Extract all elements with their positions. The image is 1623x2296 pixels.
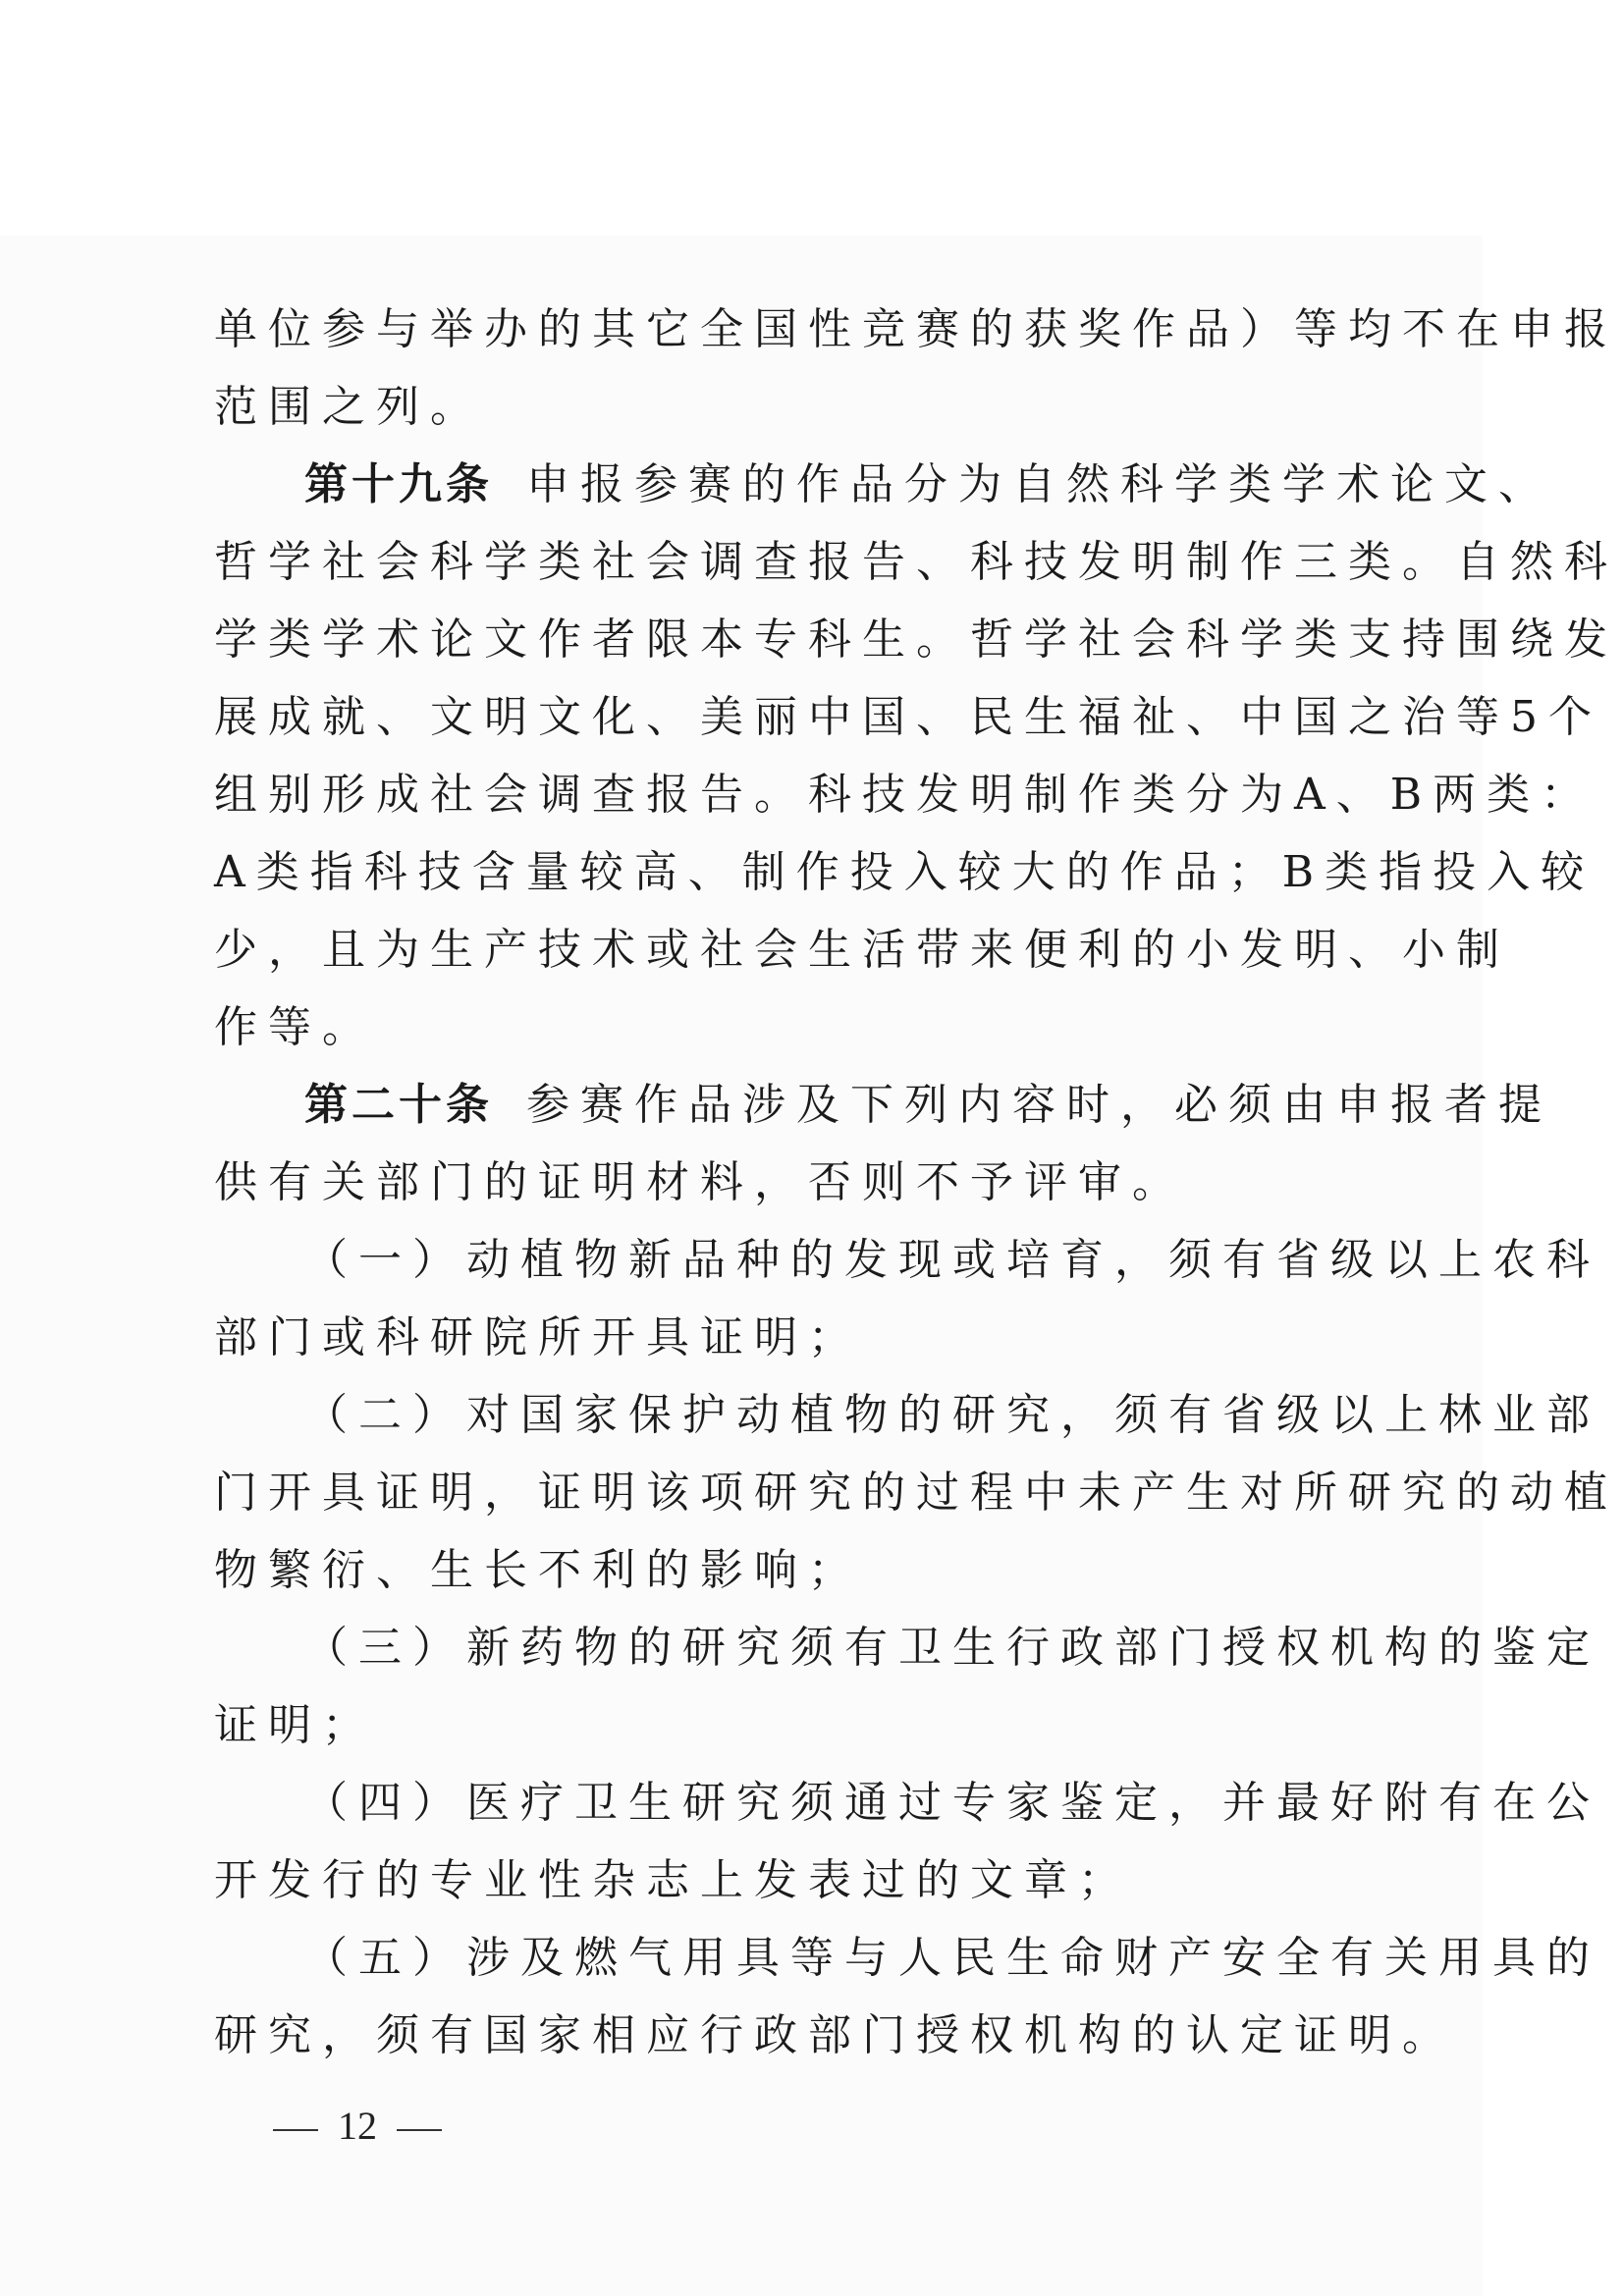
text-line: A类指科技含量较高、制作投入较大的作品；B类指投入较 [214, 847, 1596, 897]
text-line: 物繁衍、生长不利的影响； [214, 1545, 862, 1595]
page-number: 12 [338, 2104, 377, 2148]
body-text [214, 291, 1618, 2074]
text-line: 范围之列。 [214, 382, 484, 432]
footer-dash-left [273, 2129, 318, 2131]
text-line: 组别形成社会调查报告。科技发明制作类分为A、B两类： [214, 770, 1596, 820]
text-line: 门开具证明，证明该项研究的过程中未产生对所研究的动植 [214, 1468, 1618, 1518]
article-heading-20: 第二十条 [304, 1080, 493, 1130]
text-line: 哲学社会科学类社会调查报告、科技发明制作三类。自然科 [214, 537, 1618, 587]
text-line [214, 446, 1552, 523]
article-text: 申报参赛的作品分为自然科学类学术论文、 [526, 459, 1552, 509]
text-line: 供有关部门的证明材料，否则不予评审。 [214, 1157, 1186, 1207]
text-line: 研究，须有国家相应行政部门授权机构的认定证明。 [214, 2010, 1456, 2060]
list-item-1: （一）动植物新品种的发现或培育，须有省级以上农科 [304, 1235, 1600, 1285]
text-line: 展成就、文明文化、美丽中国、民生福祉、中国之治等5个 [214, 692, 1602, 742]
list-item-5: （五）涉及燃气用具等与人民生命财产安全有关用具的 [304, 1933, 1600, 1983]
text-line: 学类学术论文作者限本专科生。哲学社会科学类支持围绕发 [214, 614, 1618, 665]
text-line: 作等。 [214, 1002, 376, 1052]
list-item-4: （四）医疗卫生研究须通过专家鉴定，并最好附有在公 [304, 1778, 1600, 1828]
article-text: 参赛作品涉及下列内容时，必须由申报者提 [526, 1080, 1552, 1130]
page-footer [253, 2097, 461, 2156]
text-line: 少，且为生产技术或社会生活带来便利的小发明、小制 [214, 925, 1510, 975]
footer-dash-right [397, 2129, 442, 2131]
list-item-2: （二）对国家保护动植物的研究，须有省级以上林业部 [304, 1390, 1600, 1440]
article-heading-19: 第十九条 [304, 459, 493, 509]
list-item-3: （三）新药物的研究须有卫生行政部门授权机构的鉴定 [304, 1623, 1600, 1673]
text-line: 证明； [214, 1700, 376, 1750]
text-line [214, 1066, 1552, 1144]
text-line: 部门或科研院所开具证明； [214, 1312, 862, 1362]
text-line: 开发行的专业性杂志上发表过的文章； [214, 1855, 1132, 1905]
text-line: 单位参与举办的其它全国性竞赛的获奖作品）等均不在申报 [214, 304, 1618, 354]
